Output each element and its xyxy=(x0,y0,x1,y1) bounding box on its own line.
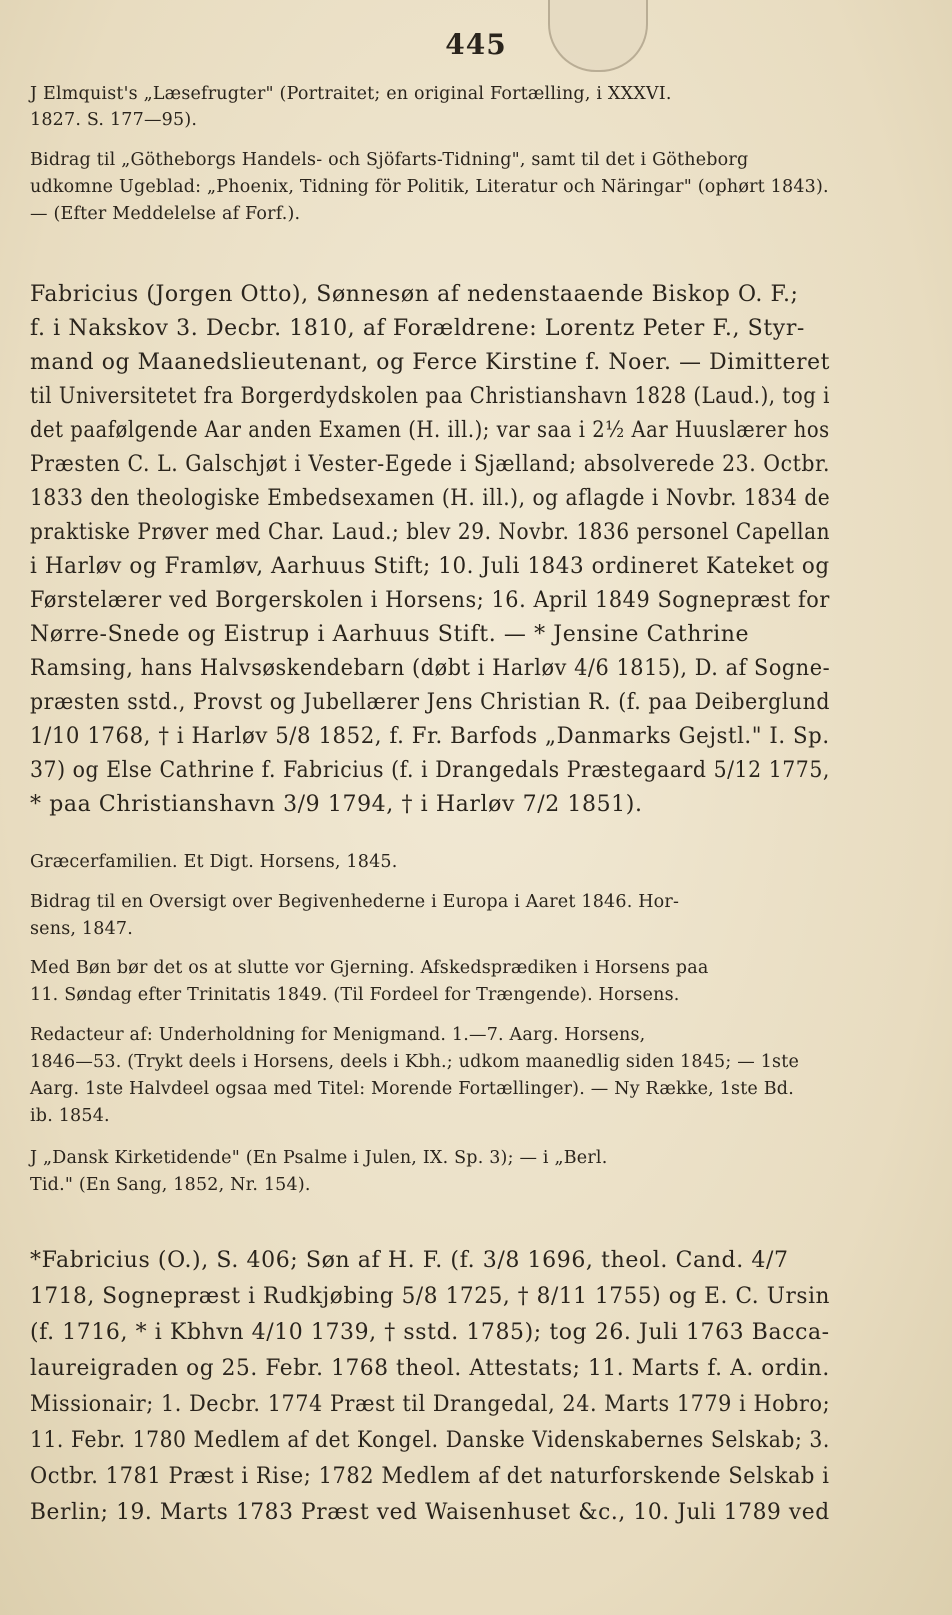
text-line: Førstelærer ved Borgerskolen i Horsens; 16. April 1849 Sognepræst for xyxy=(30,588,830,613)
text-line: 1846—53. (Trykt deels i Horsens, deels i Kbh.; udkom maanedlig siden 1845; — 1ste xyxy=(30,1052,800,1072)
text-line: 1833 den theologiske Embedsexamen (H. ill.), og aflagde i Novbr. 1834 de xyxy=(30,486,831,511)
text-line: 1827. S. 177—95). xyxy=(30,110,198,130)
text-line: praktiske Prøver med Char. Laud.; blev 29. Novbr. 1836 personel Capellan xyxy=(30,520,831,545)
text-line: Redacteur af: Underholdning for Menigmand. 1.—7. Aarg. Horsens, xyxy=(30,1025,646,1045)
entry-heading: *Fabricius (O.), S. 406; Søn af H. F. (f. 3/8 1696, theol. Cand. 4/7 xyxy=(30,1248,789,1273)
text-line: præsten sstd., Provst og Jubellærer Jens Christian R. (f. paa Deiberglund xyxy=(30,690,831,715)
text-line: 11. Febr. 1780 Medlem af det Kongel. Danske Videnskabernes Selskab; 3. xyxy=(30,1428,830,1453)
text-line: Aarg. 1ste Halvdeel ogsaa med Titel: Morende Fortællinger). — Ny Række, 1ste Bd. xyxy=(30,1079,794,1099)
text-line: sens, 1847. xyxy=(30,919,134,939)
text-line: udkomne Ugeblad: „Phoenix, Tidning för Politik, Literatur och Näringar" (ophørt 1843). xyxy=(30,177,829,197)
text-line: Nørre-Snede og Eistrup i Aarhuus Stift. — * Jensine Cathrine xyxy=(30,622,750,647)
text-line: J Elmquist's „Læsefrugter" (Portraitet; en original Fortælling, i XXXVI. xyxy=(30,84,672,104)
text-line: til Universitetet fra Borgerdydskolen paa Christianshavn 1828 (Laud.), tog i xyxy=(30,384,830,409)
text-line: laureigraden og 25. Febr. 1768 theol. Attestats; 11. Marts f. A. ordin. xyxy=(30,1356,830,1381)
text-line: i Harløv og Framløv, Aarhuus Stift; 10. Juli 1843 ordineret Kateket og xyxy=(30,554,830,579)
text-line: ib. 1854. xyxy=(30,1106,110,1126)
text-line: 1718, Sognepræst i Rudkjøbing 5/8 1725, † 8/11 1755) og E. C. Ursin xyxy=(30,1284,831,1309)
text-line: Octbr. 1781 Præst i Rise; 1782 Medlem af det naturforskende Selskab i xyxy=(30,1464,830,1489)
text-line: J „Dansk Kirketidende" (En Psalme i Julen, IX. Sp. 3); — i „Berl. xyxy=(30,1148,608,1168)
text-line: 11. Søndag efter Trinitatis 1849. (Til Fordeel for Trængende). Horsens. xyxy=(30,985,680,1005)
text-line: — (Efter Meddelelse af Forf.). xyxy=(30,204,301,224)
text-line: Missionair; 1. Decbr. 1774 Præst til Drangedal, 24. Marts 1779 i Hobro; xyxy=(30,1392,831,1417)
text-line: det paafølgende Aar anden Examen (H. ill.); var saa i 2½ Aar Huuslærer hos xyxy=(30,418,830,443)
text-line: Tid." (En Sang, 1852, Nr. 154). xyxy=(30,1175,311,1195)
entry-heading: Fabricius (Jorgen Otto), Sønnesøn af nedenstaaende Biskop O. F.; xyxy=(30,282,799,307)
page-number: 445 xyxy=(445,28,507,61)
text-line: Med Bøn bør det os at slutte vor Gjerning. Afskedsprædiken i Horsens paa xyxy=(30,958,709,978)
text-line: mand og Maanedslieutenant, og Ferce Kirstine f. Noer. — Dimitteret xyxy=(30,350,831,375)
text-line: f. i Nakskov 3. Decbr. 1810, af Forældrene: Lorentz Peter F., Styr- xyxy=(30,316,805,341)
text-line: Berlin; 19. Marts 1783 Præst ved Waisenhuset &c., 10. Juli 1789 ved xyxy=(30,1500,830,1525)
text-line: (f. 1716, * i Kbhvn 4/10 1739, † sstd. 1785); tog 26. Juli 1763 Bacca- xyxy=(30,1320,830,1345)
text-line: 1/10 1768, † i Harløv 5/8 1852, f. Fr. Barfods „Danmarks Gejstl." I. Sp. xyxy=(30,724,830,749)
text-line: Bidrag til en Oversigt over Begivenhederne i Europa i Aaret 1846. Hor- xyxy=(30,892,680,912)
text-line: * paa Christianshavn 3/9 1794, † i Harløv 7/2 1851). xyxy=(30,792,643,817)
text-line: 37) og Else Cathrine f. Fabricius (f. i Drangedals Præstegaard 5/12 1775, xyxy=(30,758,830,783)
text-line: Præsten C. L. Galschjøt i Vester-Egede i Sjælland; absolverede 23. Octbr. xyxy=(30,452,831,477)
text-line: Ramsing, hans Halvsøskendebarn (døbt i Harløv 4/6 1815), D. af Sogne- xyxy=(30,656,831,681)
text-line: Græcerfamilien. Et Digt. Horsens, 1845. xyxy=(30,852,398,872)
text-line: Bidrag til „Götheborgs Handels- och Sjöfarts-Tidning", samt til det i Götheborg xyxy=(30,150,749,170)
